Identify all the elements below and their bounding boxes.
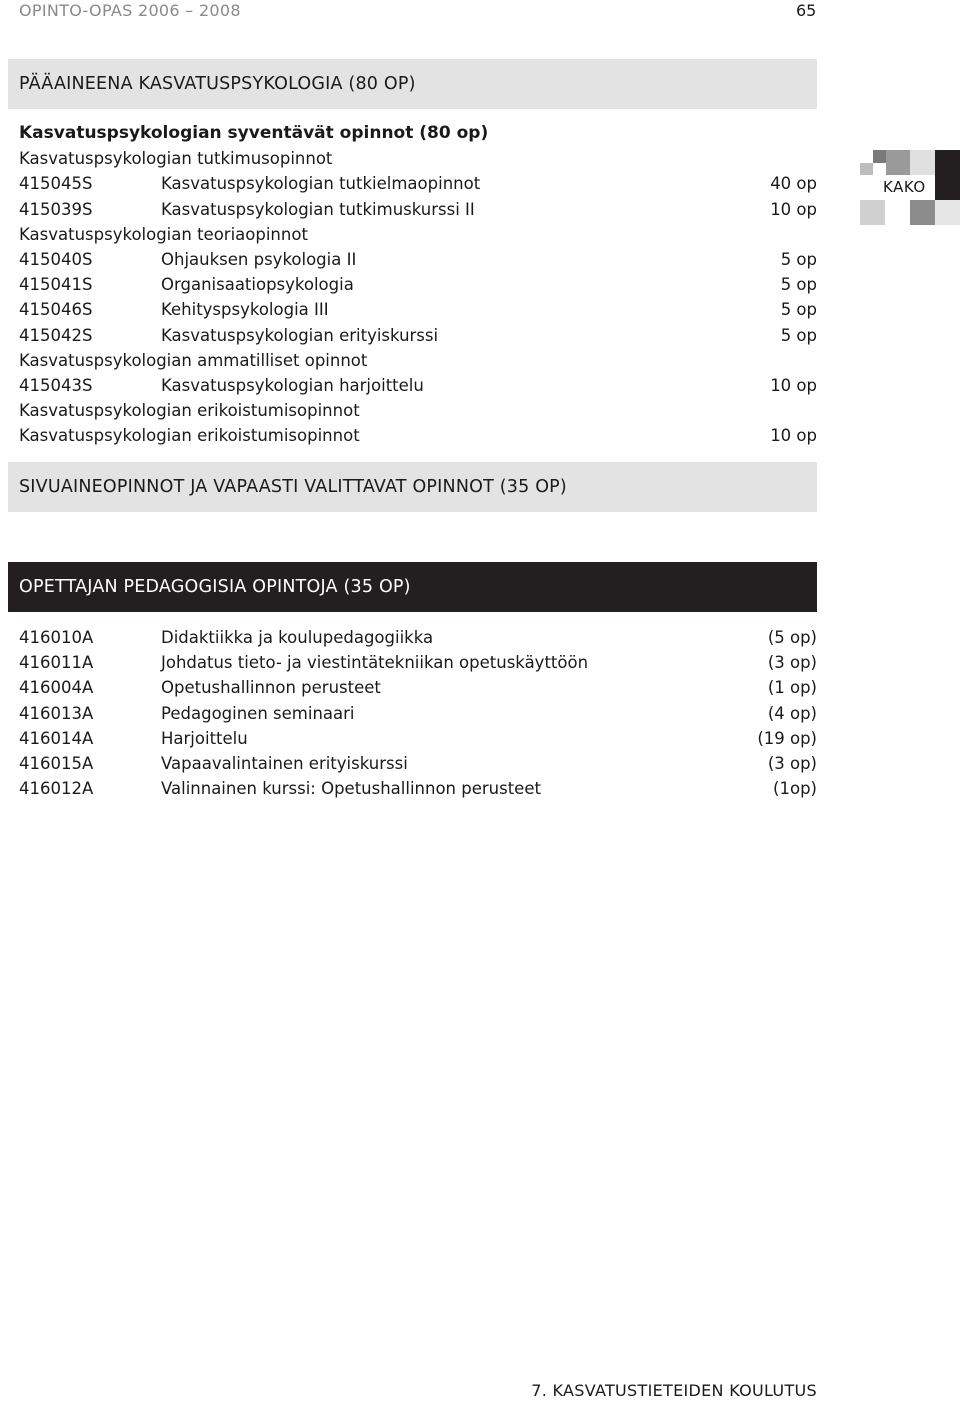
course-row <box>19 751 817 776</box>
tab-square <box>860 163 873 175</box>
course-name: Johdatus tieto- ja viestintätekniikan opetuskäyttöön <box>161 653 589 673</box>
course-code: 415040S <box>19 249 93 269</box>
running-header-title: OPINTO-OPAS 2006 – 2008 <box>19 1 241 20</box>
course-name: Kasvatuspsykologian erityiskurssi <box>161 325 439 345</box>
tab-square <box>886 150 910 175</box>
group-title: Kasvatuspsykologian teoriaopinnot <box>19 224 308 244</box>
course-code: 416012A <box>19 779 94 799</box>
course-code: 416004A <box>19 678 94 698</box>
course-name: Ohjauksen psykologia II <box>161 249 357 269</box>
course-name: Kasvatuspsykologian harjoittelu <box>161 375 424 395</box>
course-credits: (3 op) <box>767 653 817 673</box>
section-list-teacher-studies <box>19 625 817 801</box>
section-title: PÄÄAINEENA KASVATUSPSYKOLOGIA (80 OP) <box>19 74 416 94</box>
course-row <box>19 171 817 196</box>
course-code: 415045S <box>19 174 93 194</box>
page-number: 65 <box>796 1 817 20</box>
course-credits: (4 op) <box>767 703 817 723</box>
module-heading <box>19 121 817 146</box>
course-credits: 10 op <box>770 375 817 395</box>
course-row <box>19 701 817 726</box>
course-name: Opetushallinnon perusteet <box>161 678 381 698</box>
course-code: 415039S <box>19 199 93 219</box>
course-name: Harjoittelu <box>161 728 248 748</box>
course-row <box>19 297 817 322</box>
course-name: Kasvatuspsykologian tutkimuskurssi II <box>161 199 475 219</box>
course-row <box>19 776 817 801</box>
course-row <box>19 272 817 297</box>
course-name: Kasvatuspsykologian tutkielmaopinnot <box>161 174 481 194</box>
course-code: 415043S <box>19 375 93 395</box>
course-row <box>19 726 817 751</box>
course-credits: (19 op) <box>757 728 817 748</box>
section-list-major <box>19 121 817 448</box>
group-title: Kasvatuspsykologian erikoistumisopinnot <box>19 401 360 421</box>
course-code: 416011A <box>19 653 94 673</box>
group-title: Kasvatuspsykologian tutkimusopinnot <box>19 149 333 169</box>
section-bar-major <box>8 59 817 109</box>
course-name: Organisaatiopsykologia <box>161 275 354 295</box>
group-title: Kasvatuspsykologian ammatilliset opinnot <box>19 350 368 370</box>
course-group-heading <box>19 146 817 171</box>
tab-square <box>910 200 935 225</box>
course-group-heading <box>19 423 817 448</box>
tab-square <box>935 200 960 225</box>
group-title: Kasvatuspsykologian erikoistumisopinnot <box>19 426 360 446</box>
section-bar-minor-studies <box>8 462 817 512</box>
course-name: Didaktiikka ja koulupedagogiikka <box>161 628 434 647</box>
tab-square <box>873 150 886 163</box>
course-credits: 5 op <box>780 249 817 269</box>
footer-chapter: 7. KASVATUSTIETEIDEN KOULUTUS <box>531 1381 817 1400</box>
course-row <box>19 323 817 348</box>
group-title: Kasvatuspsykologian syventävät opinnot (80 op) <box>19 123 489 143</box>
course-name: Kehityspsykologia III <box>161 300 329 320</box>
course-group-heading <box>19 398 817 423</box>
kako-label: KAKO <box>883 178 926 196</box>
tab-square <box>935 150 960 200</box>
course-row <box>19 650 817 675</box>
course-credits: (3 op) <box>767 753 817 773</box>
course-credits: 5 op <box>780 325 817 345</box>
tab-square <box>860 200 885 225</box>
course-code: 416014A <box>19 728 94 748</box>
course-row <box>19 675 817 700</box>
section-title: SIVUAINEOPINNOT JA VAPAASTI VALITTAVAT OPINNOT (35 OP) <box>19 477 567 497</box>
kako-side-tab <box>860 150 960 225</box>
tab-square <box>910 150 935 175</box>
course-code: 415042S <box>19 325 93 345</box>
course-group-heading <box>19 348 817 373</box>
course-name: Vapaavalintainen erityiskurssi <box>161 753 408 773</box>
course-credits: (1 op) <box>767 678 817 698</box>
course-row <box>19 373 817 398</box>
course-name: Valinnainen kurssi: Opetushallinnon perusteet <box>161 779 541 799</box>
course-row <box>19 625 817 650</box>
section-bar-teacher-studies <box>8 562 817 612</box>
course-credits: 10 op <box>770 199 817 219</box>
course-credits: 5 op <box>780 300 817 320</box>
course-code: 416010A <box>19 628 94 647</box>
course-code: 416015A <box>19 753 94 773</box>
course-group-heading <box>19 222 817 247</box>
course-row <box>19 247 817 272</box>
course-code: 415046S <box>19 300 93 320</box>
course-credits: (5 op) <box>767 628 817 647</box>
course-credits: 5 op <box>780 275 817 295</box>
section-title: OPETTAJAN PEDAGOGISIA OPINTOJA (35 OP) <box>19 577 411 597</box>
course-code: 416013A <box>19 703 94 723</box>
course-credits: (1op) <box>773 779 817 799</box>
course-credits: 40 op <box>770 174 817 194</box>
course-name: Pedagoginen seminaari <box>161 703 355 723</box>
course-code: 415041S <box>19 275 93 295</box>
course-row <box>19 197 817 222</box>
course-credits: 10 op <box>770 426 817 446</box>
